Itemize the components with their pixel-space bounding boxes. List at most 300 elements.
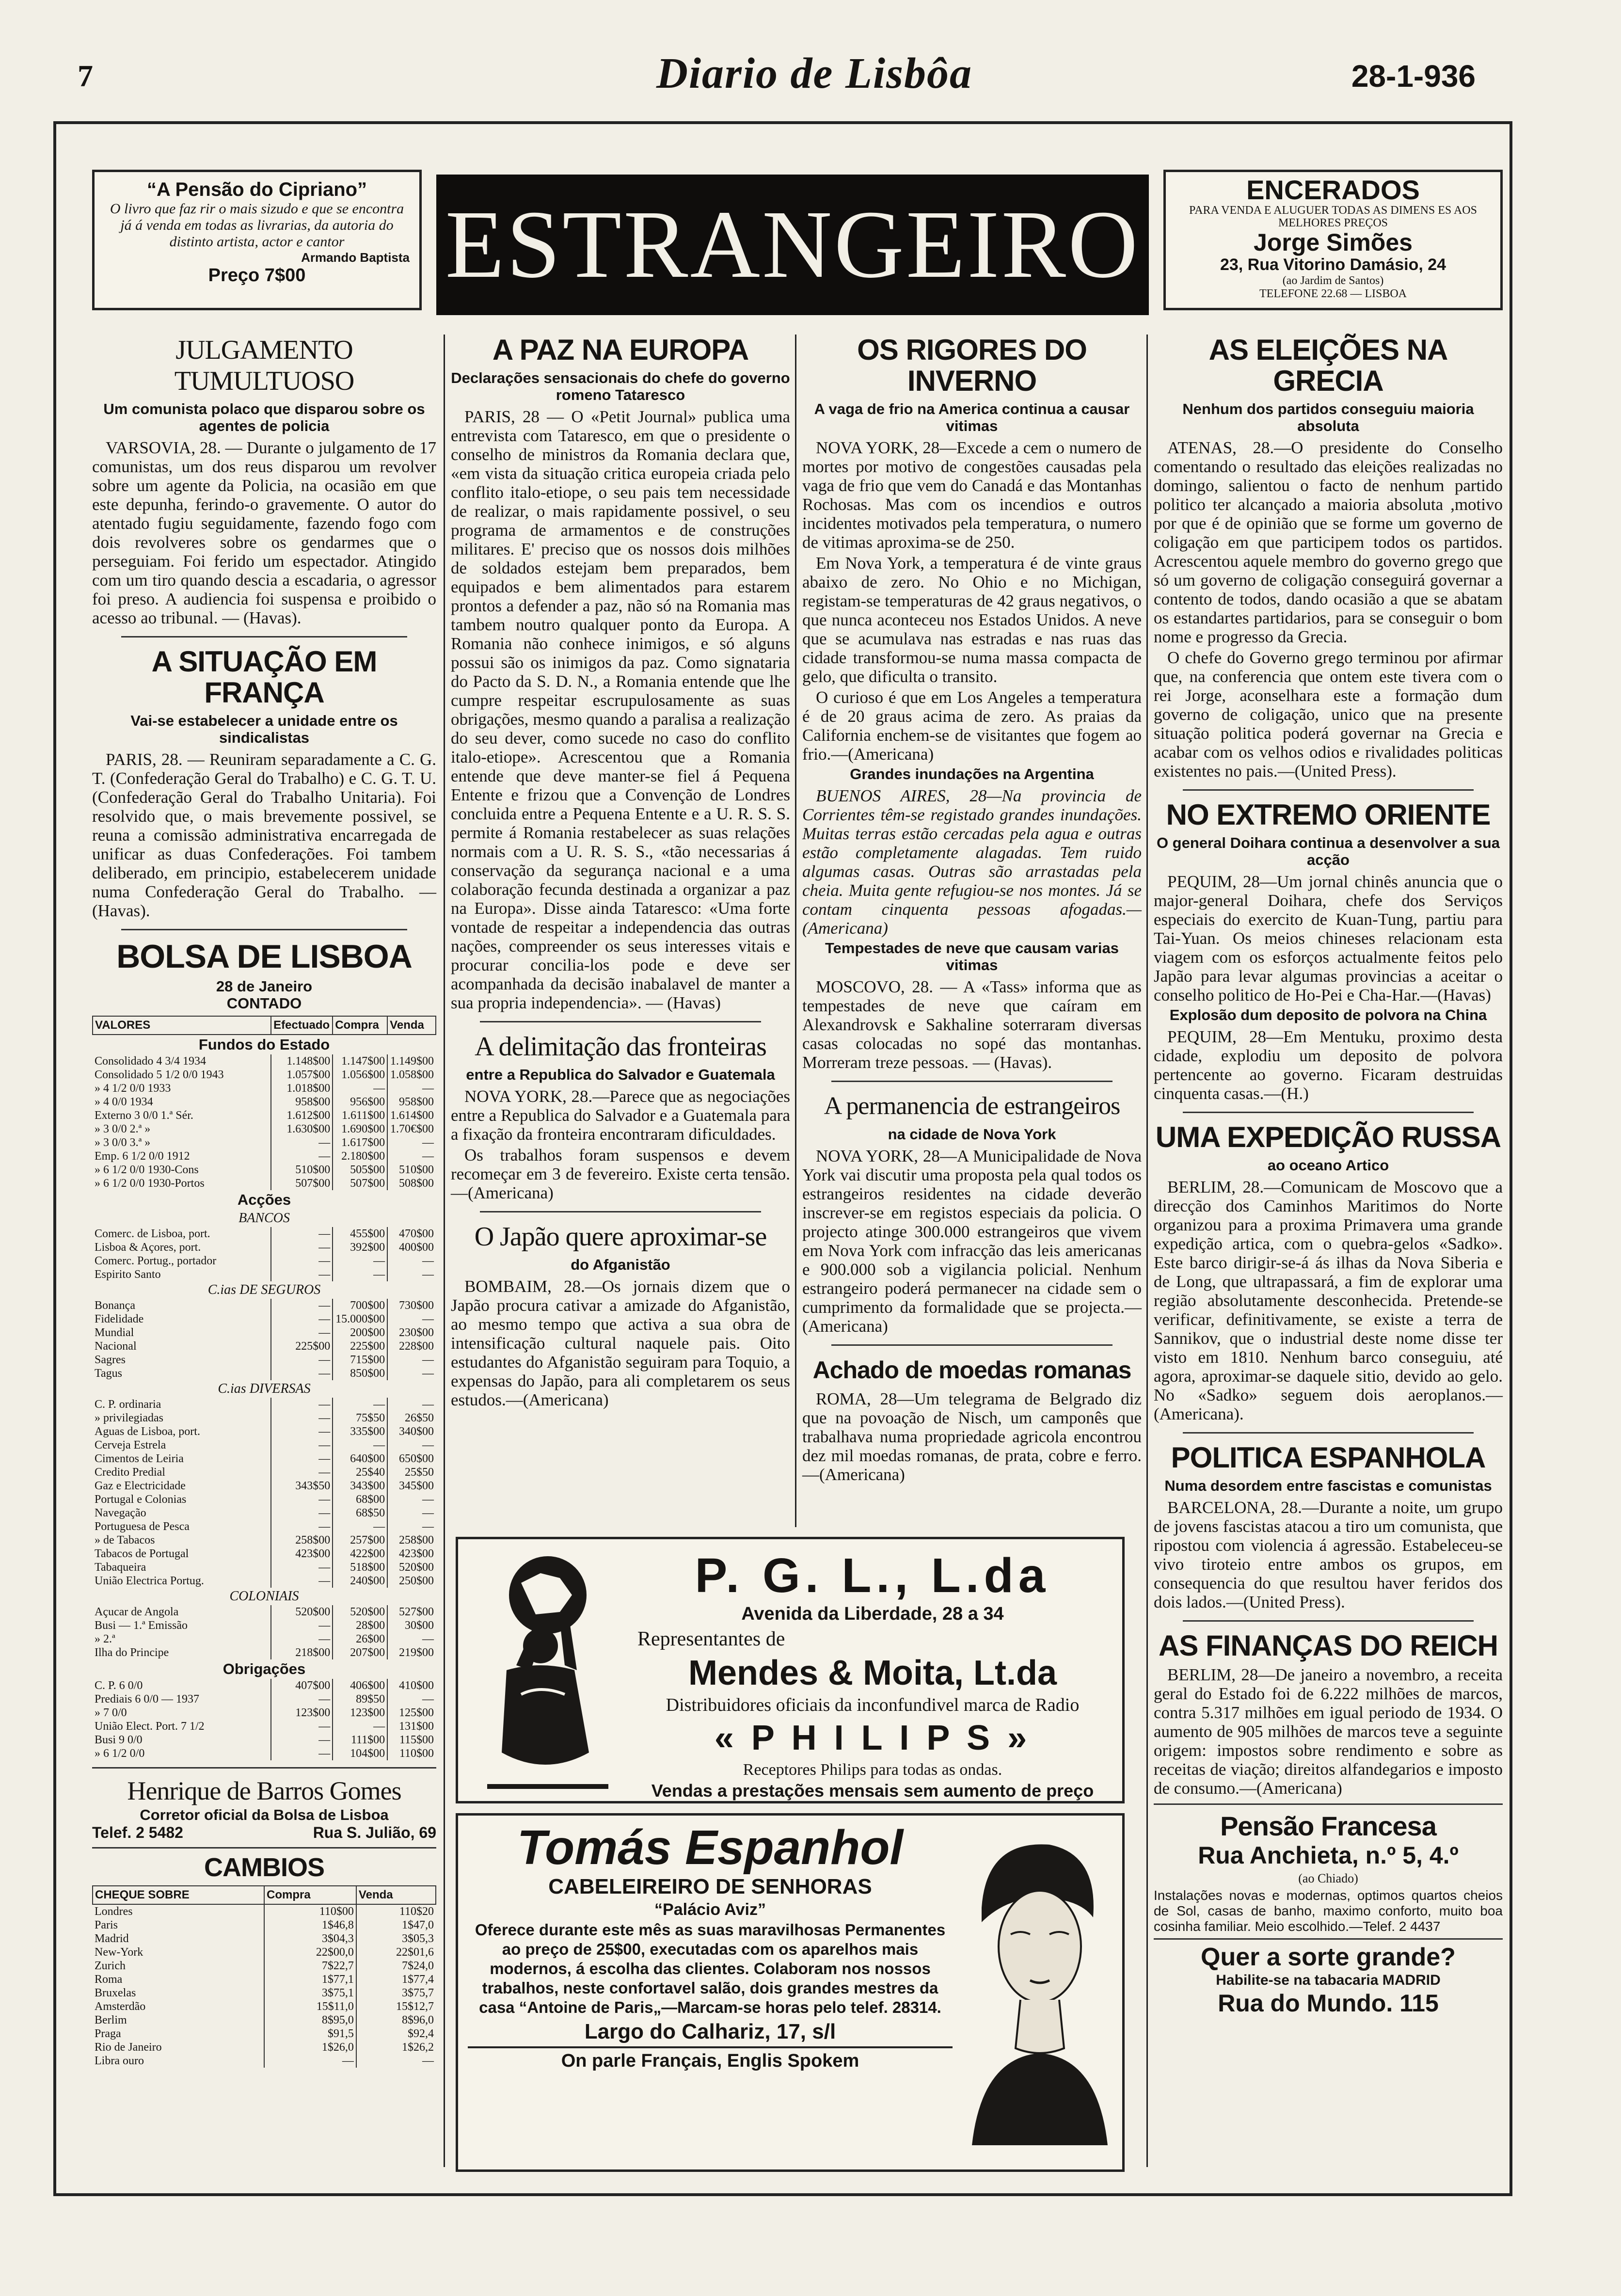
ad-henrique-phone: Telef. 2 5482 xyxy=(92,1824,183,1841)
security-name: Gaz e Electricidade xyxy=(95,1480,186,1492)
table-row xyxy=(93,1679,436,1692)
price-cell: 131$00 xyxy=(387,1720,436,1733)
price-cell: — xyxy=(271,1619,333,1632)
headline: JULGAMENTO TUMULTUOSO xyxy=(174,335,354,396)
price-cell: — xyxy=(271,1241,333,1254)
bolsa-subsection-title: COLONIAIS xyxy=(229,1589,299,1604)
price-cell: — xyxy=(271,1326,333,1339)
price-cell: 340$00 xyxy=(387,1425,436,1438)
subhead: A vaga de frio na America continua a causar vitimas xyxy=(814,400,1130,434)
ad-encerados-note: (ao Jardim de Santos) xyxy=(1282,274,1384,287)
security-name: C. P. 6 0/0 xyxy=(95,1679,143,1692)
price-cell: 958$00 xyxy=(387,1095,436,1109)
table-row xyxy=(93,1692,436,1706)
rate-cell: 15$12,7 xyxy=(356,2000,436,2013)
table-row xyxy=(93,1506,436,1520)
article-text: BUENOS AIRES, 28—Na provincia de Corrientes têm-se registado grandes inundações. Muitas terras estão cercadas pela agua e outras estão completamente alagadas. Tem ruido algumas casas. Outras são arrastadas pela cheia. Muita gente refugiou-se nos montes. Já se contam cinquenta pessoas afogadas.—(Americana) xyxy=(802,786,1142,938)
security-name: » 3 0/0 3.ª » xyxy=(95,1136,151,1149)
bolsa-subsection-row xyxy=(93,1380,436,1398)
security-name: » 3 0/0 2.ª » xyxy=(95,1123,151,1135)
headline: NO EXTREMO ORIENTE xyxy=(1166,798,1491,831)
table-row xyxy=(93,2041,436,2054)
column-rule xyxy=(1146,335,1148,2167)
rate-cell: $92,4 xyxy=(356,2027,436,2041)
price-cell: — xyxy=(387,1353,436,1367)
security-name: C. P. ordinaria xyxy=(95,1398,161,1411)
table-row xyxy=(93,1986,436,2000)
ad-tomas xyxy=(456,1813,1125,2172)
table-row xyxy=(93,1561,436,1574)
price-cell: — xyxy=(387,1506,436,1520)
rate-cell: 22$00,0 xyxy=(264,1945,356,1959)
rate-cell: 1$77,4 xyxy=(356,1973,436,1986)
table-row xyxy=(93,1425,436,1438)
section-title: ESTRANGEIRO xyxy=(445,191,1140,298)
price-cell: — xyxy=(271,1367,333,1380)
table-row xyxy=(93,1619,436,1632)
cambios-header: CHEQUE SOBRE xyxy=(93,1886,264,1904)
divider xyxy=(831,1344,1112,1346)
ad-pensao-address: Rua Anchieta, n.º 5, 4.º xyxy=(1198,1842,1459,1869)
divider xyxy=(1154,1803,1503,1805)
ad-pgl-address: Avenida da Liberdade, 28 a 34 xyxy=(741,1604,1004,1624)
price-cell: — xyxy=(271,1254,333,1268)
table-row xyxy=(93,2013,436,2027)
ad-pensao-title: Pensão Francesa xyxy=(1220,1811,1436,1841)
rate-cell: 3$04,3 xyxy=(264,1932,356,1945)
rate-cell: 1$77,1 xyxy=(264,1973,356,1986)
table-row xyxy=(93,1605,436,1619)
security-name: » 6 1/2 0/0 xyxy=(95,1747,145,1760)
divider xyxy=(480,1021,761,1022)
ad-tomas-palacio: “Palácio Aviz” xyxy=(654,1900,766,1919)
currency-city: Roma xyxy=(95,1973,123,1986)
price-cell: 28$00 xyxy=(333,1619,387,1632)
ad-pgl xyxy=(456,1537,1125,1803)
woman-portrait-illustration xyxy=(953,1825,1117,2155)
table-row xyxy=(93,1466,436,1479)
price-cell: 956$00 xyxy=(333,1095,387,1109)
security-name: » 7 0/0 xyxy=(95,1706,127,1719)
bolsa-section-row xyxy=(93,1035,436,1054)
ad-pgl-dist: Distribuidores oficiais da inconfundivel marca de Radio xyxy=(666,1695,1080,1715)
rate-cell: 1$46,8 xyxy=(264,1918,356,1932)
rate-cell: 22$01,6 xyxy=(356,1945,436,1959)
rate-cell: 110$20 xyxy=(356,1904,436,1918)
price-cell: — xyxy=(387,1254,436,1268)
table-row xyxy=(93,1136,436,1149)
article-text: Em Nova York, a temperatura é de vinte graus abaixo de zero. No Ohio e no Michigan, registam-se temperaturas de 42 graus negativos, o que nunca aconteceu nos Estados Unidos. A neve que se acumulava nas estradas e nas ruas das cidade transformou-se numa massa compacta de gelo, que dificulta o transito. xyxy=(802,554,1142,686)
price-cell: 518$00 xyxy=(333,1561,387,1574)
rate-cell: 3$05,3 xyxy=(356,1932,436,1945)
security-name: Emp. 6 1/2 0/0 1912 xyxy=(95,1150,190,1163)
bolsa-subsection-title: C.ias DE SEGUROS xyxy=(207,1282,321,1297)
article-text: ROMA, 28—Um telegrama de Belgrado diz que na povoação de Nisch, um camponês que trabalhava numa propriedade agricola encontrou dez mil moedas romanas, de prata, cobre e ferro.—(Americana) xyxy=(802,1389,1142,1484)
price-cell: — xyxy=(333,1254,387,1268)
security-name: Portugal e Colonias xyxy=(95,1493,187,1506)
price-cell: 258$00 xyxy=(387,1533,436,1547)
price-cell: 25$50 xyxy=(387,1466,436,1479)
price-cell: 225$00 xyxy=(333,1339,387,1353)
price-cell: 715$00 xyxy=(333,1353,387,1367)
table-row xyxy=(93,1411,436,1425)
price-cell: — xyxy=(387,1692,436,1706)
article-text: MOSCOVO, 28. — A «Tass» informa que as tempestades de neve que caíram em Alexandrovsk e Sakhaline soterraram diversas casas colocadas no sopé das montanhas. Morreram treze pessoas. — (Havas). xyxy=(802,977,1142,1072)
price-cell: — xyxy=(387,1268,436,1281)
table-row xyxy=(93,1163,436,1177)
divider xyxy=(1183,1112,1474,1113)
article-text: O chefe do Governo grego terminou por afirmar que, na conferencia que ontem este tivera com o rei Jorge, aconselhara este a formação dum governo de coligação, unico que na presente situação politica poderá governar na Grecia e acabar com os velhos odios e rivalidades politicas existentes no pais.—(United Press). xyxy=(1154,648,1503,781)
price-cell: — xyxy=(387,1493,436,1506)
table-row xyxy=(93,1254,436,1268)
bolsa-header: Efectuado xyxy=(271,1016,333,1035)
article-text: PARIS, 28. — Reuniram separadamente a C. G. T. (Confederação Geral do Trabalho) e C. G. T. U. (Confederação Geral do Trabalho Unitaria). Foi resolvido que, o mais brevemente possivel, se reuna a comissão administrativa encarregada de unificar as duas Confederações. Foi tambem deliberado, em principio, estabelecerem unidade numa Confederação Geral do Trabalho. — (Havas). xyxy=(92,750,436,920)
price-cell: 423$00 xyxy=(271,1547,333,1561)
currency-city: Rio de Janeiro xyxy=(95,2041,162,2054)
price-cell: — xyxy=(333,1438,387,1452)
ad-cipriano xyxy=(92,170,422,310)
price-cell: 345$00 xyxy=(387,1479,436,1493)
price-cell: 958$00 xyxy=(271,1095,333,1109)
price-cell: — xyxy=(387,1082,436,1095)
article-text: Os trabalhos foram suspensos e devem recomeçar em 3 de fevereiro. Existe certa tensão.—(Americana) xyxy=(451,1146,790,1202)
headline: A SITUAÇÃO EM FRANÇA xyxy=(151,645,377,709)
ad-tomas-sub: CABELEIREIRO DE SENHORAS xyxy=(548,1875,872,1898)
bolsa-header: Compra xyxy=(333,1016,387,1035)
divider xyxy=(92,1767,436,1769)
article-text: ATENAS, 28.—O presidente do Conselho comentando o resultado das eleições realizadas no domingo, salientou o facto de nenhum partido politico ter alcançado a maioria absoluta ,motivo por que é de opinião que se forme um governo de coligação em que participem todos os partidos. Acrescentou aquele membro do governo grego que só um governo de coligação conseguirá governar a contento de todos, dando ocasião a que se abatam os estandartes partidarios, para se conseguir o bom nome e progresso da Grecia. xyxy=(1154,438,1503,646)
currency-city: Londres xyxy=(95,1905,133,1918)
bolsa-subsection-title: BANCOS xyxy=(238,1211,290,1226)
divider xyxy=(92,1847,436,1849)
ad-sorte-line3: Rua do Mundo. 115 xyxy=(1218,1990,1439,2017)
price-cell: — xyxy=(271,1733,333,1747)
ad-pgl-vendas: Vendas a prestações mensais sem aumento de preço xyxy=(651,1781,1094,1801)
ad-henrique xyxy=(92,1775,436,1842)
bolsa-table xyxy=(92,1016,436,1760)
price-cell: 1.057$00 xyxy=(271,1068,333,1082)
price-cell: — xyxy=(333,1268,387,1281)
rate-cell: 1$47,0 xyxy=(356,1918,436,1932)
price-cell: 1.611$00 xyxy=(333,1109,387,1122)
ad-henrique-contact xyxy=(92,1823,436,1842)
headline: A delimitação das fronteiras xyxy=(475,1032,766,1062)
price-cell: — xyxy=(271,1520,333,1533)
table-row xyxy=(93,1268,436,1281)
table-row xyxy=(93,1747,436,1760)
price-cell: — xyxy=(333,1082,387,1095)
price-cell: 89$50 xyxy=(333,1692,387,1706)
bolsa-sub: CONTADO xyxy=(226,995,302,1012)
ad-cipriano-title: “A Pensão do Cipriano” xyxy=(146,179,367,200)
ad-tomas-footer: On parle Français, Englis Spokem xyxy=(468,2046,953,2072)
price-cell: 111$00 xyxy=(333,1733,387,1747)
security-name: Aguas de Lisboa, port. xyxy=(95,1425,200,1438)
security-name: Consolidado 5 1/2 0/0 1943 xyxy=(95,1068,224,1081)
price-cell: 407$00 xyxy=(271,1679,333,1692)
subhead: Tempestades de neve que causam varias vitimas xyxy=(825,940,1119,973)
ad-pgl-receptores: Receptores Philips para todas as ondas. xyxy=(743,1761,1002,1779)
table-row xyxy=(93,1533,436,1547)
price-cell: 335$00 xyxy=(333,1425,387,1438)
bolsa-header: Venda xyxy=(387,1016,436,1035)
price-cell: — xyxy=(271,1425,333,1438)
currency-city: Praga xyxy=(95,2027,121,2040)
security-name: Mundial xyxy=(95,1326,134,1339)
section-banner xyxy=(436,175,1149,315)
price-cell: — xyxy=(271,1747,333,1760)
subhead: Um comunista polaco que disparou sobre os agentes de policia xyxy=(103,400,425,434)
article-text: NOVA YORK, 28.—Parece que as negociações entre a Republica do Salvador e a Guatemala para a fixação da fronteira encontraram dificuldades. xyxy=(451,1087,790,1144)
table-row xyxy=(93,1973,436,1986)
ad-henrique-name: Henrique de Barros Gomes xyxy=(127,1776,401,1805)
currency-city: Berlim xyxy=(95,2014,127,2026)
rate-cell: 3$75,7 xyxy=(356,1986,436,2000)
price-cell: 200$00 xyxy=(333,1326,387,1339)
ad-tomas-text: Oferece durante este mês as suas maravilhosas Permanentes ao preço de 25$00, executadas com os aparelhos mais modernos, á escolha das clientes. Colaboram nos nossos trabalhos, neste confortavel salão, dois grandes mestres da casa “Antoine de Paris„—Marcam-se horas pelo telef. 28314. xyxy=(475,1921,946,2016)
ad-sorte-line2: Habilite-se na tabacaria MADRID xyxy=(1216,1972,1441,1988)
price-cell: 510$00 xyxy=(271,1163,333,1177)
price-cell: 218$00 xyxy=(271,1646,333,1659)
table-row xyxy=(93,1149,436,1163)
issue-date: 28-1-936 xyxy=(1351,59,1476,94)
price-cell: — xyxy=(333,1520,387,1533)
price-cell: 1.617$00 xyxy=(333,1136,387,1149)
divider xyxy=(1183,789,1474,791)
column-2 xyxy=(451,335,790,1411)
price-cell: 68$00 xyxy=(333,1493,387,1506)
subhead: Nenhum dos partidos conseguiu maioria absoluta xyxy=(1182,400,1474,434)
cambios-table xyxy=(92,1885,436,2068)
article-text: BOMBAIM, 28.—Os jornais dizem que o Japão procura cativar a amizade do Afganistão, ao mesmo tempo que activa a sua obra de intensificação cultural naquele pais. Oito estudantes do Afganistão seguiram para Toquio, a expensas do Japão, para ali completarem os seus estudos.—(Americana) xyxy=(451,1277,790,1409)
rate-cell: 1$26,2 xyxy=(356,2041,436,2054)
price-cell: 125$00 xyxy=(387,1706,436,1720)
price-cell: 505$00 xyxy=(333,1163,387,1177)
table-row xyxy=(93,1312,436,1326)
security-name: Tagus xyxy=(95,1367,122,1380)
price-cell: 1.148$00 xyxy=(271,1054,333,1068)
price-cell: 2.180$00 xyxy=(333,1149,387,1163)
price-cell: 423$00 xyxy=(387,1547,436,1561)
price-cell: 26$00 xyxy=(333,1632,387,1646)
price-cell: 510$00 xyxy=(387,1163,436,1177)
subhead: entre a Republica do Salvador e Guatemala xyxy=(466,1066,775,1083)
price-cell: 850$00 xyxy=(333,1367,387,1380)
price-cell: 700$00 xyxy=(333,1299,387,1312)
divider xyxy=(831,1081,1112,1082)
ad-cipriano-author: Armando Baptista xyxy=(301,250,410,265)
price-cell: 30$00 xyxy=(387,1619,436,1632)
cambios-title: CAMBIOS xyxy=(204,1853,324,1882)
article-text: VARSOVIA, 28. — Durante o julgamento de 17 comunistas, um dos reus disparou um revolver sobre um agente da Policia, na ocasião em que este depunha, ferindo-o gravemente. O autor do atentado fugiu seguidamente, fazendo fogo com dois revolveres sobre os gendarmes que o perseguiam. Foi ferido um espectador. Atingido com um tiro quando descia a escadaria, o agressor foi preso. A audiencia foi suspensa e proibido o acesso ao tribunal. — (Havas). xyxy=(92,438,436,627)
ad-pensao-text: Instalações novas e modernas, optimos quartos cheios de Sol, casas de banho, maximo conforto, muito boa cosinha familiar. Meio escolhido.—Telef. 2 4437 xyxy=(1154,1888,1503,1934)
rate-cell: 15$11,0 xyxy=(264,2000,356,2013)
headline: UMA EXPEDIÇÃO RUSSA xyxy=(1155,1121,1501,1153)
rate-cell: — xyxy=(356,2054,436,2068)
price-cell: 1.147$00 xyxy=(333,1054,387,1068)
price-cell: — xyxy=(271,1227,333,1241)
subhead: Declarações sensacionais do chefe do governo romeno Tataresco xyxy=(451,369,790,403)
ad-cipriano-text: O livro que faz rir o mais sizudo e que se encontra já á venda em todas as livrarias, da autoria do distinto artista, actor e cantor xyxy=(110,201,404,250)
security-name: Navegação xyxy=(95,1507,146,1519)
price-cell: 110$00 xyxy=(387,1747,436,1760)
ad-sorte-line1: Quer a sorte grande? xyxy=(1201,1943,1456,1971)
price-cell: — xyxy=(271,1438,333,1452)
price-cell: 507$00 xyxy=(271,1177,333,1190)
security-name: » 4 1/2 0/0 1933 xyxy=(95,1082,171,1095)
price-cell: — xyxy=(271,1299,333,1312)
table-row xyxy=(93,1918,436,1932)
table-row xyxy=(93,1945,436,1959)
security-name: Fidelidade xyxy=(95,1313,144,1325)
table-row xyxy=(93,1438,436,1452)
security-name: Externo 3 0/0 1.ª Sér. xyxy=(95,1109,193,1122)
bolsa-subsection-row xyxy=(93,1210,436,1227)
ad-pgl-brand: « P H I L I P S » xyxy=(714,1719,1031,1757)
table-row xyxy=(93,1353,436,1367)
page-number: 7 xyxy=(78,59,93,93)
table-row xyxy=(93,1959,436,1973)
price-cell: — xyxy=(387,1632,436,1646)
globe-figure-illustration xyxy=(468,1549,628,1796)
security-name: Açucar de Angola xyxy=(95,1606,179,1618)
column-4 xyxy=(1154,335,1503,2017)
column-1 xyxy=(92,335,436,2068)
price-cell: 455$00 xyxy=(333,1227,387,1241)
table-row xyxy=(93,1227,436,1241)
price-cell: — xyxy=(387,1438,436,1452)
price-cell: 730$00 xyxy=(387,1299,436,1312)
headline: POLITICA ESPANHOLA xyxy=(1171,1441,1486,1474)
price-cell: — xyxy=(271,1632,333,1646)
table-row xyxy=(93,1326,436,1339)
price-cell: 520$00 xyxy=(271,1605,333,1619)
table-row xyxy=(93,1479,436,1493)
price-cell: — xyxy=(387,1398,436,1411)
rate-cell: 1$26,0 xyxy=(264,2041,356,2054)
security-name: Comerc. Portug., portador xyxy=(95,1255,217,1267)
price-cell: 123$00 xyxy=(333,1706,387,1720)
price-cell: 410$00 xyxy=(387,1679,436,1692)
security-name: Portuguesa de Pesca xyxy=(95,1520,190,1533)
price-cell: 1.149$00 xyxy=(387,1054,436,1068)
price-cell: 470$00 xyxy=(387,1227,436,1241)
security-name: Cerveja Estrela xyxy=(95,1439,166,1451)
price-cell: 240$00 xyxy=(333,1574,387,1588)
price-cell: 207$00 xyxy=(333,1646,387,1659)
ad-cipriano-price: Preço 7$00 xyxy=(208,265,306,286)
table-row xyxy=(93,1574,436,1588)
security-name: Consolidado 4 3/4 1934 xyxy=(95,1055,207,1068)
price-cell: — xyxy=(271,1149,333,1163)
rate-cell: $91,5 xyxy=(264,2027,356,2041)
newspaper-title: Diario de Lisbôa xyxy=(656,49,972,97)
price-cell: 225$00 xyxy=(271,1339,333,1353)
security-name: Prediais 6 0/0 — 1937 xyxy=(95,1693,199,1706)
price-cell: 257$00 xyxy=(333,1533,387,1547)
price-cell: 115$00 xyxy=(387,1733,436,1747)
price-cell: 230$00 xyxy=(387,1326,436,1339)
price-cell: 650$00 xyxy=(387,1452,436,1466)
price-cell: — xyxy=(271,1398,333,1411)
price-cell: — xyxy=(271,1574,333,1588)
price-cell: 1.612$00 xyxy=(271,1109,333,1122)
cambios-header: Venda xyxy=(356,1886,436,1904)
security-name: Busi — 1.ª Emissão xyxy=(95,1619,188,1632)
headline: O Japão quere aproximar-se xyxy=(474,1222,767,1252)
price-cell: 520$00 xyxy=(387,1561,436,1574)
price-cell: 422$00 xyxy=(333,1547,387,1561)
price-cell: 1.018$00 xyxy=(271,1082,333,1095)
ad-pensao-note: (ao Chiado) xyxy=(1298,1871,1358,1885)
subhead: na cidade de Nova York xyxy=(888,1126,1056,1143)
security-name: Nacional xyxy=(95,1340,137,1353)
price-cell: — xyxy=(271,1493,333,1506)
rate-cell: 8$95,0 xyxy=(264,2013,356,2027)
headline: OS RIGORES DO INVERNO xyxy=(857,334,1087,397)
currency-city: Zurich xyxy=(95,1960,126,1972)
headline: A permanencia de estrangeiros xyxy=(824,1092,1120,1120)
price-cell: 1.630$00 xyxy=(271,1122,333,1136)
article-text: BERLIM, 28—De janeiro a novembro, a receita geral do Estado foi de 6.222 milhões de marcos, contra 5.317 milhões em igual periodo de 1934. O aumento de 905 milhões de marcos teve a seguinte origem: impostos sobre rendimento e sobre as receitas de viação; direitos alfandegarios e imposto de consumo.—(Americana) xyxy=(1154,1665,1503,1798)
subhead: Explosão dum deposito de polvora na China xyxy=(1169,1006,1487,1023)
price-cell: 228$00 xyxy=(387,1339,436,1353)
divider xyxy=(121,929,407,930)
table-row xyxy=(93,1109,436,1122)
price-cell: 406$00 xyxy=(333,1679,387,1692)
ad-encerados-phone: TELEFONE 22.68 — LISBOA xyxy=(1259,287,1407,300)
bolsa-section-title: Fundos do Estado xyxy=(198,1036,330,1053)
security-name: » 2.ª xyxy=(95,1633,115,1645)
ad-pgl-title: P. G. L., L.da xyxy=(695,1548,1050,1603)
security-name: » 4 0/0 1934 xyxy=(95,1096,153,1108)
table-row xyxy=(93,1122,436,1136)
table-row xyxy=(93,1082,436,1095)
price-cell: — xyxy=(333,1398,387,1411)
ad-encerados-address: 23, Rua Vitorino Damásio, 24 xyxy=(1220,255,1446,274)
security-name: Ilha do Principe xyxy=(95,1646,169,1659)
rate-cell: 3$75,1 xyxy=(264,1986,356,2000)
price-cell: 527$00 xyxy=(387,1605,436,1619)
price-cell: 520$00 xyxy=(333,1605,387,1619)
price-cell: — xyxy=(387,1149,436,1163)
cambios-header: Compra xyxy=(264,1886,356,1904)
bolsa-subsection-row xyxy=(93,1281,436,1299)
price-cell: — xyxy=(387,1136,436,1149)
column-rule xyxy=(795,335,796,1527)
currency-city: Bruxelas xyxy=(95,1987,136,1999)
security-name: » privilegiadas xyxy=(95,1412,163,1424)
price-cell: 400$00 xyxy=(387,1241,436,1254)
rate-cell: 8$96,0 xyxy=(356,2013,436,2027)
price-cell: — xyxy=(271,1312,333,1326)
table-row xyxy=(93,1733,436,1747)
price-cell: 640$00 xyxy=(333,1452,387,1466)
currency-city: Amsterdão xyxy=(95,2000,146,2013)
price-cell: — xyxy=(387,1520,436,1533)
rate-cell: 110$00 xyxy=(264,1904,356,1918)
headline: A PAZ NA EUROPA xyxy=(492,334,749,366)
price-cell: 250$00 xyxy=(387,1574,436,1588)
price-cell: 75$50 xyxy=(333,1411,387,1425)
ad-encerados xyxy=(1163,170,1503,310)
column-3 xyxy=(802,335,1142,1486)
divider xyxy=(121,636,407,638)
security-name: Espirito Santo xyxy=(95,1268,161,1281)
divider xyxy=(1154,1938,1503,1940)
currency-city: New-York xyxy=(95,1946,143,1959)
bolsa-header: VALORES xyxy=(93,1016,271,1035)
